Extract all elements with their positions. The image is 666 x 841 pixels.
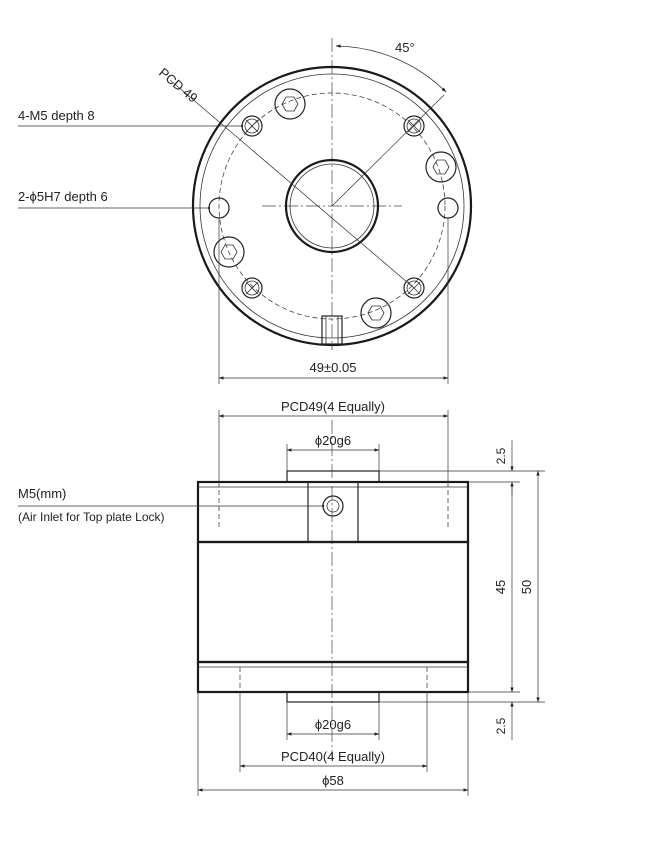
top-shaft-boss: [287, 471, 379, 482]
angle-ref-line: [332, 95, 444, 206]
main-body: [198, 542, 468, 662]
m5-hole-3: [242, 278, 262, 298]
dim-top-step: 2.5: [494, 447, 508, 465]
cap-screw-1: [275, 89, 305, 119]
dim-45-label: 45: [493, 579, 508, 595]
top-view: [18, 38, 471, 384]
m5-side-label: M5(mm): [18, 486, 67, 501]
pcd40-label: PCD40(4 Equally): [280, 749, 386, 764]
pcd49-label: PCD49(4 Equally): [280, 399, 386, 414]
shaft-bottom-label: ϕ20g6: [314, 717, 352, 732]
outer-dia-label: ϕ58: [322, 773, 344, 788]
bottom-shaft-boss: [287, 692, 379, 702]
shaft-top-label: ϕ20g6: [314, 433, 352, 448]
side-view: [18, 399, 545, 796]
m5-label: 4-M5 depth 8: [18, 108, 95, 123]
m5-hole-1: [242, 116, 262, 136]
cap-screw-4: [361, 298, 391, 328]
pcd-label: PCD 49: [156, 64, 201, 106]
angle-label: 45°: [395, 40, 415, 55]
lower-flange: [198, 662, 468, 692]
pin-label: 2-ϕ5H7 depth 6: [18, 189, 108, 204]
pin-hole-right: [438, 198, 458, 218]
air-inlet-label: (Air Inlet for Top plate Lock): [18, 510, 165, 524]
m5-hole-2: [404, 116, 424, 136]
air-port-hole: [323, 496, 343, 516]
dim-50-label: 50: [519, 579, 534, 595]
width-label: 49±0.05: [309, 360, 357, 375]
dim-bottom-step: 2.5: [494, 717, 508, 735]
